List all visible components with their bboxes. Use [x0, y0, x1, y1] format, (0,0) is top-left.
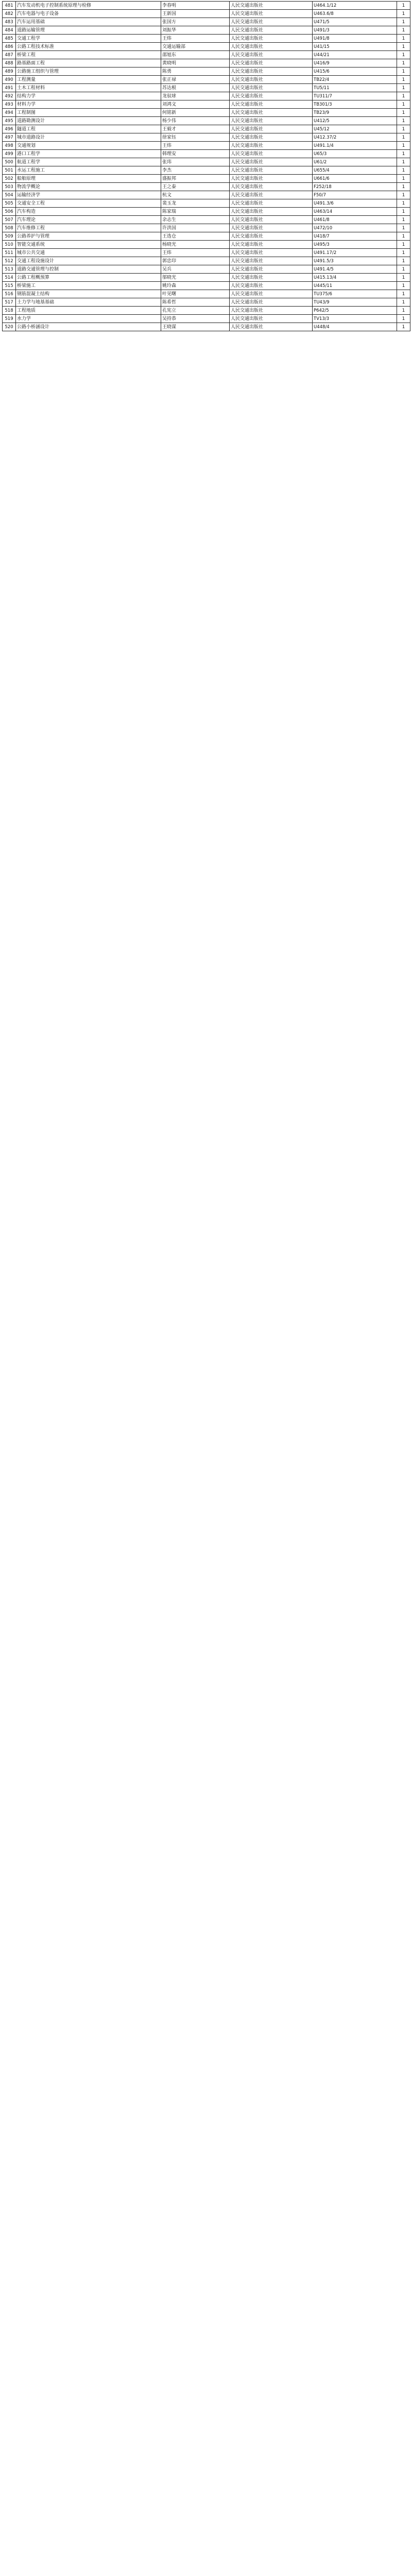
table-row	[3, 18, 410, 26]
row-number: 495	[3, 117, 16, 125]
call-number: U45/12	[313, 125, 397, 133]
copy-count: 1	[397, 274, 410, 282]
book-title: 公路施工组织与管理	[16, 67, 161, 76]
table-row	[3, 43, 410, 51]
book-title: 物流学概论	[16, 183, 161, 191]
book-publisher: 人民交通出版社	[230, 10, 313, 18]
book-title: 交通工程设施设计	[16, 257, 161, 265]
book-publisher: 人民交通出版社	[230, 43, 313, 51]
book-title: 运输经济学	[16, 191, 161, 199]
book-author: 张正禄	[161, 76, 230, 84]
row-number: 517	[3, 298, 16, 307]
call-number: U491.4/5	[313, 265, 397, 274]
copy-count: 1	[397, 224, 410, 232]
table-row	[3, 51, 410, 59]
table-row	[3, 257, 410, 265]
call-number: U491.3/6	[313, 199, 397, 208]
table-row	[3, 224, 410, 232]
book-title: 公路工程概预算	[16, 274, 161, 282]
book-author: 孔宪立	[161, 307, 230, 315]
copy-count: 1	[397, 109, 410, 117]
call-number: TB301/3	[313, 100, 397, 109]
copy-count: 1	[397, 158, 410, 166]
book-title: 汽车电器与电子设备	[16, 10, 161, 18]
table-row	[3, 323, 410, 331]
copy-count: 1	[397, 51, 410, 59]
book-title: 汽车维修工程	[16, 224, 161, 232]
copy-count: 1	[397, 92, 410, 100]
call-number: U412.37/2	[313, 133, 397, 142]
book-publisher: 人民交通出版社	[230, 232, 313, 241]
copy-count: 1	[397, 191, 410, 199]
table-row	[3, 84, 410, 92]
row-number: 498	[3, 142, 16, 150]
book-title: 道路交通管理与控制	[16, 265, 161, 274]
table-row	[3, 35, 410, 43]
book-publisher: 人民交通出版社	[230, 26, 313, 35]
book-title: 结构力学	[16, 92, 161, 100]
book-title: 汽车构造	[16, 208, 161, 216]
call-number: U418/7	[313, 232, 397, 241]
copy-count: 1	[397, 208, 410, 216]
book-publisher: 人民交通出版社	[230, 51, 313, 59]
book-publisher: 人民交通出版社	[230, 67, 313, 76]
table-row	[3, 133, 410, 142]
book-author: 许洪国	[161, 224, 230, 232]
copy-count: 1	[397, 166, 410, 175]
table-row	[3, 125, 410, 133]
call-number: F252/18	[313, 183, 397, 191]
book-publisher: 人民交通出版社	[230, 241, 313, 249]
call-number: U464.1/12	[313, 2, 397, 10]
copy-count: 1	[397, 2, 410, 10]
table-row	[3, 2, 410, 10]
book-title: 公路工程技术标准	[16, 43, 161, 51]
table-row	[3, 158, 410, 166]
book-title: 城市道路设计	[16, 133, 161, 142]
call-number: U448/4	[313, 323, 397, 331]
book-author: 王选仓	[161, 232, 230, 241]
book-author: 邵旭东	[161, 51, 230, 59]
copy-count: 1	[397, 249, 410, 257]
book-author: 王晓谋	[161, 323, 230, 331]
book-title: 航道工程学	[16, 158, 161, 166]
row-number: 513	[3, 265, 16, 274]
book-author: 何铭新	[161, 109, 230, 117]
table-row	[3, 241, 410, 249]
book-title: 汽车理论	[16, 216, 161, 224]
book-publisher: 人民交通出版社	[230, 100, 313, 109]
row-number: 508	[3, 224, 16, 232]
row-number: 515	[3, 282, 16, 290]
book-publisher: 人民交通出版社	[230, 117, 313, 125]
book-author: 王毅才	[161, 125, 230, 133]
book-author: 苏达根	[161, 84, 230, 92]
book-title: 船舶原理	[16, 175, 161, 183]
book-publisher: 人民交通出版社	[230, 216, 313, 224]
call-number: TU5/11	[313, 84, 397, 92]
book-publisher: 人民交通出版社	[230, 35, 313, 43]
copy-count: 1	[397, 117, 410, 125]
copy-count: 1	[397, 133, 410, 142]
book-author: 王之泰	[161, 183, 230, 191]
book-author: 王炜	[161, 142, 230, 150]
book-author: 王炜	[161, 35, 230, 43]
call-number: U491/8	[313, 35, 397, 43]
book-publisher: 人民交通出版社	[230, 307, 313, 315]
copy-count: 1	[397, 100, 410, 109]
book-author: 陈勇	[161, 67, 230, 76]
table-row	[3, 290, 410, 298]
copy-count: 1	[397, 290, 410, 298]
table-row	[3, 109, 410, 117]
call-number: TU375/6	[313, 290, 397, 298]
copy-count: 1	[397, 257, 410, 265]
book-title: 桥梁施工	[16, 282, 161, 290]
book-publisher: 人民交通出版社	[230, 323, 313, 331]
call-number: P642/5	[313, 307, 397, 315]
book-author: 姚玲森	[161, 282, 230, 290]
book-publisher: 人民交通出版社	[230, 274, 313, 282]
book-author: 吴持恭	[161, 315, 230, 323]
book-author: 邬晓光	[161, 274, 230, 282]
book-publisher: 人民交通出版社	[230, 208, 313, 216]
book-publisher: 人民交通出版社	[230, 166, 313, 175]
copy-count: 1	[397, 67, 410, 76]
copy-count: 1	[397, 35, 410, 43]
book-author: 刘鸿文	[161, 100, 230, 109]
book-author: 王炜	[161, 249, 230, 257]
call-number: U463.6/8	[313, 10, 397, 18]
book-author: 杨少伟	[161, 117, 230, 125]
call-number: F50/7	[313, 191, 397, 199]
table-row	[3, 175, 410, 183]
table-row	[3, 166, 410, 175]
call-number: U491/3	[313, 26, 397, 35]
call-number: U41/15	[313, 43, 397, 51]
table-row	[3, 274, 410, 282]
book-publisher: 人民交通出版社	[230, 298, 313, 307]
row-number: 485	[3, 35, 16, 43]
book-publisher: 人民交通出版社	[230, 315, 313, 323]
row-number: 510	[3, 241, 16, 249]
copy-count: 1	[397, 43, 410, 51]
book-author: 裴玉龙	[161, 199, 230, 208]
copy-count: 1	[397, 18, 410, 26]
book-author: 刘振华	[161, 26, 230, 35]
row-number: 518	[3, 307, 16, 315]
book-title: 智能交通系统	[16, 241, 161, 249]
call-number: TU311/7	[313, 92, 397, 100]
table-row	[3, 199, 410, 208]
book-title: 工程地质	[16, 307, 161, 315]
table-row	[3, 26, 410, 35]
book-title: 公路小桥涵设计	[16, 323, 161, 331]
copy-count: 1	[397, 59, 410, 67]
row-number: 503	[3, 183, 16, 191]
copy-count: 1	[397, 175, 410, 183]
book-author: 余志生	[161, 216, 230, 224]
book-author: 郭忠印	[161, 257, 230, 265]
book-author: 杨晓光	[161, 241, 230, 249]
book-title: 交通规划	[16, 142, 161, 150]
book-title: 土力学与地基基础	[16, 298, 161, 307]
call-number: U495/3	[313, 241, 397, 249]
call-number: U471/5	[313, 18, 397, 26]
call-number: U44/21	[313, 51, 397, 59]
book-publisher: 人民交通出版社	[230, 199, 313, 208]
book-author: 陈希哲	[161, 298, 230, 307]
row-number: 484	[3, 26, 16, 35]
book-title: 汽车发动机电子控制系统原理与检修	[16, 2, 161, 10]
book-title: 工程测量	[16, 76, 161, 84]
table-row	[3, 232, 410, 241]
call-number: TV13/3	[313, 315, 397, 323]
book-title: 港口工程学	[16, 150, 161, 158]
table-row	[3, 10, 410, 18]
book-title: 土木工程材料	[16, 84, 161, 92]
book-publisher: 人民交通出版社	[230, 109, 313, 117]
row-number: 497	[3, 133, 16, 142]
call-number: U445/11	[313, 282, 397, 290]
copy-count: 1	[397, 142, 410, 150]
row-number: 489	[3, 67, 16, 76]
table-row	[3, 76, 410, 84]
copy-count: 1	[397, 315, 410, 323]
call-number: TB22/4	[313, 76, 397, 84]
call-number: U61/2	[313, 158, 397, 166]
book-publisher: 人民交通出版社	[230, 224, 313, 232]
row-number: 494	[3, 109, 16, 117]
book-publisher: 人民交通出版社	[230, 265, 313, 274]
book-list-table	[2, 1, 410, 331]
book-publisher: 人民交通出版社	[230, 183, 313, 191]
book-publisher: 人民交通出版社	[230, 76, 313, 84]
call-number: U416/9	[313, 59, 397, 67]
table-row	[3, 59, 410, 67]
table-row	[3, 142, 410, 150]
row-number: 514	[3, 274, 16, 282]
copy-count: 1	[397, 216, 410, 224]
table-row	[3, 307, 410, 315]
copy-count: 1	[397, 241, 410, 249]
book-author: 徐家钰	[161, 133, 230, 142]
table-row	[3, 100, 410, 109]
book-author: 张玮	[161, 158, 230, 166]
table-row	[3, 150, 410, 158]
call-number: TU43/9	[313, 298, 397, 307]
row-number: 507	[3, 216, 16, 224]
table-row	[3, 265, 410, 274]
book-publisher: 人民交通出版社	[230, 150, 313, 158]
book-publisher: 人民交通出版社	[230, 92, 313, 100]
row-number: 520	[3, 323, 16, 331]
call-number: U491.1/4	[313, 142, 397, 150]
row-number: 488	[3, 59, 16, 67]
book-title: 材料力学	[16, 100, 161, 109]
copy-count: 1	[397, 76, 410, 84]
book-title: 路基路面工程	[16, 59, 161, 67]
row-number: 512	[3, 257, 16, 265]
copy-count: 1	[397, 199, 410, 208]
book-list-body	[3, 2, 410, 331]
book-author: 李春明	[161, 2, 230, 10]
book-publisher: 人民交通出版社	[230, 249, 313, 257]
row-number: 516	[3, 290, 16, 298]
table-row	[3, 298, 410, 307]
row-number: 504	[3, 191, 16, 199]
row-number: 506	[3, 208, 16, 216]
book-author: 杭文	[161, 191, 230, 199]
copy-count: 1	[397, 298, 410, 307]
book-title: 城市公共交通	[16, 249, 161, 257]
book-author: 吴兵	[161, 265, 230, 274]
book-publisher: 人民交通出版社	[230, 290, 313, 298]
table-row	[3, 249, 410, 257]
book-author: 王新国	[161, 10, 230, 18]
book-publisher: 人民交通出版社	[230, 133, 313, 142]
row-number: 492	[3, 92, 16, 100]
book-author: 交通运输部	[161, 43, 230, 51]
book-title: 汽车运用基础	[16, 18, 161, 26]
copy-count: 1	[397, 307, 410, 315]
copy-count: 1	[397, 10, 410, 18]
call-number: U661/6	[313, 175, 397, 183]
call-number: TB23/9	[313, 109, 397, 117]
book-publisher: 人民交通出版社	[230, 142, 313, 150]
row-number: 496	[3, 125, 16, 133]
row-number: 483	[3, 18, 16, 26]
copy-count: 1	[397, 125, 410, 133]
row-number: 502	[3, 175, 16, 183]
row-number: 505	[3, 199, 16, 208]
copy-count: 1	[397, 265, 410, 274]
book-author: 盛振邦	[161, 175, 230, 183]
table-row	[3, 216, 410, 224]
row-number: 511	[3, 249, 16, 257]
table-row	[3, 67, 410, 76]
call-number: U412/5	[313, 117, 397, 125]
row-number: 501	[3, 166, 16, 175]
book-title: 水运工程施工	[16, 166, 161, 175]
table-row	[3, 183, 410, 191]
table-row	[3, 191, 410, 199]
call-number: U472/10	[313, 224, 397, 232]
book-author: 叶见曙	[161, 290, 230, 298]
book-title: 交通安全工程	[16, 199, 161, 208]
row-number: 486	[3, 43, 16, 51]
row-number: 481	[3, 2, 16, 10]
book-author: 黄晓明	[161, 59, 230, 67]
book-publisher: 人民交通出版社	[230, 257, 313, 265]
call-number: U655/4	[313, 166, 397, 175]
book-publisher: 人民交通出版社	[230, 125, 313, 133]
book-publisher: 人民交通出版社	[230, 59, 313, 67]
row-number: 487	[3, 51, 16, 59]
book-publisher: 人民交通出版社	[230, 18, 313, 26]
copy-count: 1	[397, 183, 410, 191]
table-row	[3, 117, 410, 125]
call-number: U461/8	[313, 216, 397, 224]
book-author: 龙驭球	[161, 92, 230, 100]
book-publisher: 人民交通出版社	[230, 2, 313, 10]
copy-count: 1	[397, 150, 410, 158]
book-title: 钢筋混凝土结构	[16, 290, 161, 298]
book-author: 韩理安	[161, 150, 230, 158]
book-publisher: 人民交通出版社	[230, 282, 313, 290]
call-number: U415/6	[313, 67, 397, 76]
book-title: 水力学	[16, 315, 161, 323]
book-title: 道路勘测设计	[16, 117, 161, 125]
copy-count: 1	[397, 232, 410, 241]
book-title: 公路养护与管理	[16, 232, 161, 241]
book-title: 交通工程学	[16, 35, 161, 43]
call-number: U463/14	[313, 208, 397, 216]
book-title: 道路运输管理	[16, 26, 161, 35]
book-author: 李杰	[161, 166, 230, 175]
table-row	[3, 208, 410, 216]
book-author: 陈家瑞	[161, 208, 230, 216]
book-publisher: 人民交通出版社	[230, 158, 313, 166]
row-number: 482	[3, 10, 16, 18]
call-number: U491.5/3	[313, 257, 397, 265]
book-publisher: 人民交通出版社	[230, 191, 313, 199]
row-number: 499	[3, 150, 16, 158]
row-number: 490	[3, 76, 16, 84]
book-title: 桥梁工程	[16, 51, 161, 59]
table-row	[3, 282, 410, 290]
row-number: 500	[3, 158, 16, 166]
book-title: 工程制图	[16, 109, 161, 117]
row-number: 509	[3, 232, 16, 241]
call-number: U491.17/2	[313, 249, 397, 257]
call-number: U65/3	[313, 150, 397, 158]
copy-count: 1	[397, 26, 410, 35]
row-number: 491	[3, 84, 16, 92]
table-row	[3, 92, 410, 100]
book-publisher: 人民交通出版社	[230, 84, 313, 92]
copy-count: 1	[397, 84, 410, 92]
call-number: U415.13/4	[313, 274, 397, 282]
row-number: 519	[3, 315, 16, 323]
book-publisher: 人民交通出版社	[230, 175, 313, 183]
table-row	[3, 315, 410, 323]
copy-count: 1	[397, 282, 410, 290]
row-number: 493	[3, 100, 16, 109]
copy-count: 1	[397, 323, 410, 331]
book-author: 张国方	[161, 18, 230, 26]
book-title: 隧道工程	[16, 125, 161, 133]
